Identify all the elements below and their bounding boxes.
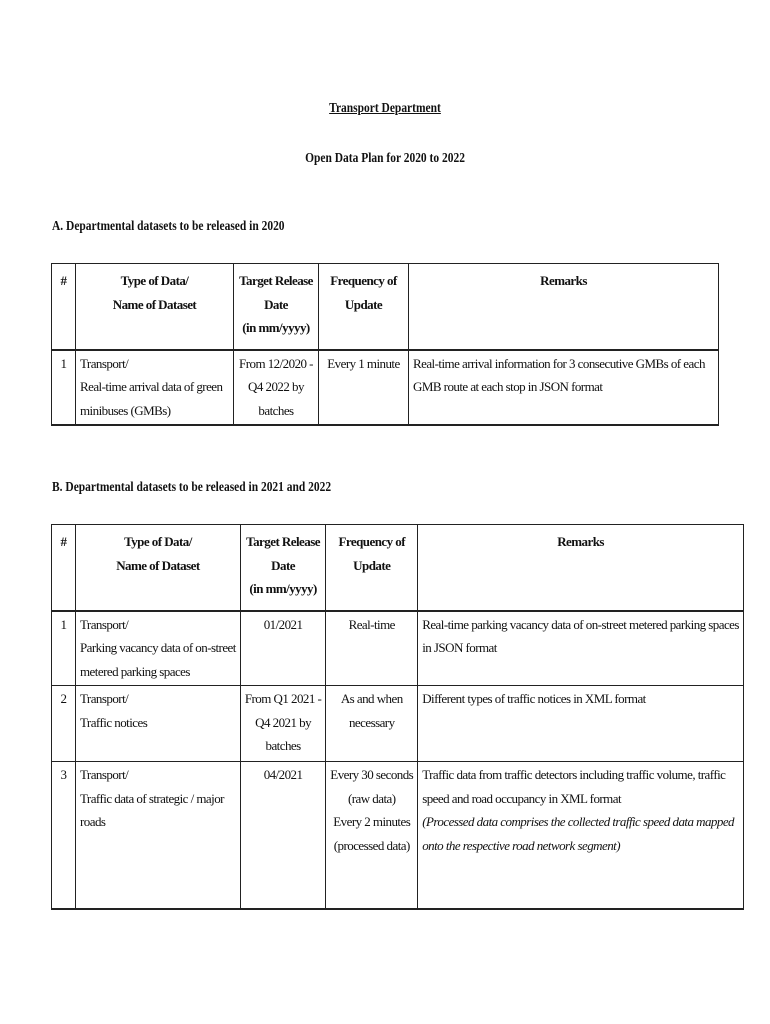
section-a-table bbox=[51, 263, 719, 426]
update-frequency-line: Every 1 minute bbox=[327, 355, 400, 371]
release-date-line: From 12/2020 - bbox=[239, 355, 313, 371]
dataset-type-line: roads bbox=[80, 814, 106, 829]
dataset-type-cell bbox=[76, 611, 241, 686]
dataset-type-line: Transport/ bbox=[80, 355, 129, 371]
header-row bbox=[52, 525, 744, 611]
dataset-type-line: Parking vacancy data of on-street bbox=[80, 640, 236, 655]
col-header-date bbox=[240, 525, 325, 611]
col-header-frequency bbox=[319, 264, 409, 350]
dataset-type-line: metered parking spaces bbox=[80, 663, 190, 679]
update-frequency-line: As and when bbox=[340, 691, 403, 706]
col-header-remarks: Remarks bbox=[418, 525, 744, 611]
col-header-frequency bbox=[326, 525, 418, 611]
release-date-cell bbox=[240, 762, 325, 909]
remarks-line: speed and road occupancy in XML format bbox=[422, 790, 622, 806]
release-date-line: Q4 2021 by bbox=[255, 714, 312, 730]
col-header-frequency-line: Update bbox=[353, 557, 391, 573]
release-date-cell bbox=[240, 686, 325, 762]
col-header-frequency-line: Frequency of bbox=[338, 534, 405, 549]
col-header-number: # bbox=[52, 525, 76, 611]
remarks-cell bbox=[409, 350, 719, 426]
col-header-date-line: Target Release bbox=[239, 273, 313, 288]
remarks-line: Real-time arrival information for 3 consecutive GMBs of each bbox=[413, 355, 705, 371]
release-date-line: 04/2021 bbox=[263, 767, 303, 782]
remarks-cell bbox=[418, 611, 744, 686]
dataset-type-line: Transport/ bbox=[80, 616, 129, 632]
table-row bbox=[52, 611, 744, 686]
section-b-table bbox=[51, 524, 744, 910]
document-subtitle: Open Data Plan for 2020 to 2022 bbox=[305, 151, 465, 166]
dataset-type-line: minibuses (GMBs) bbox=[80, 402, 171, 418]
section-b-heading: B. Departmental datasets to be released in 2021 and 2022 bbox=[52, 480, 332, 495]
remarks-italic-line: onto the respective road network segment) bbox=[422, 837, 620, 853]
release-date-line: batches bbox=[265, 738, 301, 753]
update-frequency-line: Every 2 minutes bbox=[333, 814, 411, 829]
col-header-date-line: Date bbox=[271, 557, 295, 573]
update-frequency-cell bbox=[319, 350, 409, 426]
row-number: 2 bbox=[52, 686, 76, 762]
section-a-table-body bbox=[52, 264, 719, 426]
remarks-line: Real-time parking vacancy data of on-street metered parking spaces bbox=[422, 616, 739, 632]
remarks-line: in JSON format bbox=[422, 640, 497, 655]
update-frequency-line: (processed data) bbox=[333, 837, 410, 853]
section-b-table-body bbox=[52, 525, 744, 909]
remarks-line: Different types of traffic notices in XML format bbox=[422, 691, 646, 706]
update-frequency-line: Real-time bbox=[348, 616, 395, 632]
col-header-date-line: (in mm/yyyy) bbox=[242, 320, 310, 335]
release-date-line: Q4 2022 by bbox=[248, 379, 304, 394]
col-header-number: # bbox=[52, 264, 76, 350]
remarks-line: GMB route at each stop in JSON format bbox=[413, 379, 603, 394]
update-frequency-cell bbox=[326, 686, 418, 762]
update-frequency-cell bbox=[326, 762, 418, 909]
col-header-type-line: Name of Dataset bbox=[112, 296, 197, 312]
col-header-type-line: Type of Data/ bbox=[124, 534, 192, 549]
update-frequency-line: Every 30 seconds bbox=[330, 767, 414, 782]
row-number: 1 bbox=[52, 611, 76, 686]
dataset-type-cell bbox=[76, 350, 234, 426]
table-row bbox=[52, 350, 719, 426]
release-date-line: 01/2021 bbox=[263, 616, 303, 632]
table-row bbox=[52, 686, 744, 762]
section-a-heading: A. Departmental datasets to be released in 2020 bbox=[52, 219, 285, 234]
update-frequency-line: necessary bbox=[348, 714, 395, 730]
document-title: Transport Department bbox=[329, 101, 441, 116]
remarks-cell bbox=[418, 686, 744, 762]
release-date-line: From Q1 2021 - bbox=[244, 691, 322, 706]
col-header-type-line: Type of Data/ bbox=[120, 273, 189, 288]
col-header-frequency-line: Frequency of bbox=[330, 273, 397, 288]
remarks-cell bbox=[418, 762, 744, 909]
update-frequency-line: (raw data) bbox=[347, 790, 396, 806]
header-row bbox=[52, 264, 719, 350]
release-date-line: batches bbox=[258, 402, 294, 418]
col-header-type-line: Name of Dataset bbox=[116, 557, 200, 573]
col-header-date-line: Date bbox=[264, 296, 288, 312]
dataset-type-cell bbox=[76, 762, 241, 909]
dataset-type-line: Transport/ bbox=[80, 767, 129, 782]
col-header-remarks: Remarks bbox=[409, 264, 719, 350]
update-frequency-cell bbox=[326, 611, 418, 686]
col-header-date bbox=[234, 264, 319, 350]
row-number: 3 bbox=[52, 762, 76, 909]
dataset-type-line: Traffic data of strategic / major bbox=[80, 790, 224, 806]
col-header-date-line: (in mm/yyyy) bbox=[249, 581, 317, 596]
dataset-type-line: Transport/ bbox=[80, 691, 129, 706]
dataset-type-line: Real-time arrival data of green bbox=[80, 379, 223, 394]
row-number: 1 bbox=[52, 350, 76, 426]
dataset-type-line: Traffic notices bbox=[80, 714, 148, 730]
col-header-type bbox=[76, 525, 241, 611]
remarks-italic-line: (Processed data comprises the collected traffic speed data mapped bbox=[422, 814, 735, 829]
release-date-cell bbox=[240, 611, 325, 686]
table-row bbox=[52, 762, 744, 909]
col-header-frequency-line: Update bbox=[344, 296, 383, 312]
release-date-cell bbox=[234, 350, 319, 426]
remarks-line: Traffic data from traffic detectors including traffic volume, traffic bbox=[422, 767, 726, 782]
col-header-date-line: Target Release bbox=[246, 534, 320, 549]
dataset-type-cell bbox=[76, 686, 241, 762]
col-header-type bbox=[76, 264, 234, 350]
